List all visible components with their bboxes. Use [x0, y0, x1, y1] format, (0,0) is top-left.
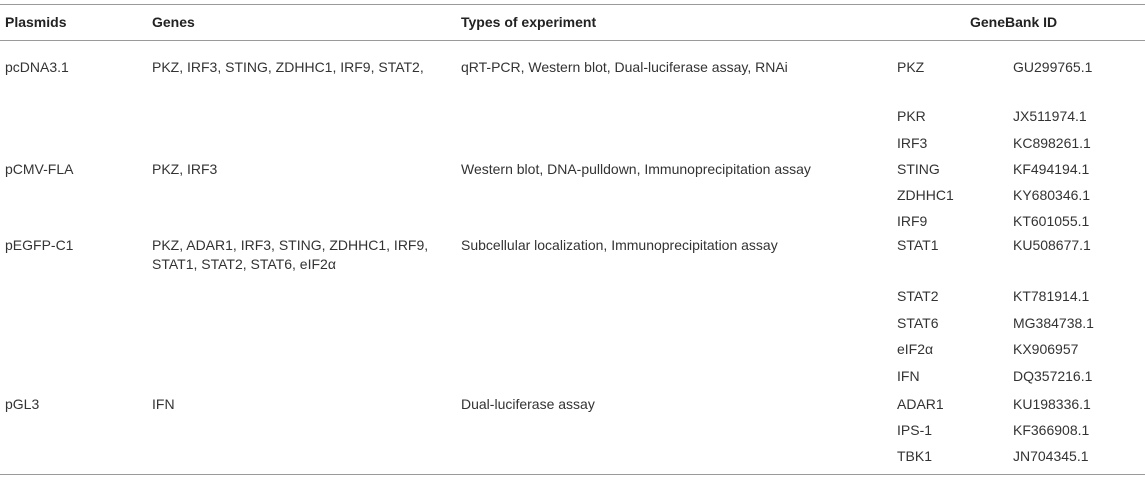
genebank-row: [880, 447, 1145, 471]
types-cell: Subcellular localization, Immunoprecipitation assay: [461, 237, 778, 253]
genebank-accession: KX906957: [1013, 341, 1079, 357]
genebank-gene: STAT2: [897, 288, 939, 304]
table-bottom-rule: [0, 474, 1145, 475]
genebank-gene: ADAR1: [897, 396, 944, 412]
genebank-gene: STAT6: [897, 315, 939, 331]
genebank-row: [880, 160, 1145, 184]
header-plasmids: Plasmids: [5, 14, 67, 30]
genebank-row: [880, 367, 1145, 391]
genebank-gene: PKZ: [897, 59, 925, 75]
genebank-accession: KF366908.1: [1013, 422, 1090, 438]
genebank-gene: IFN: [897, 368, 920, 384]
genes-cell: PKZ, IRF3: [152, 161, 218, 177]
genebank-accession: KU198336.1: [1013, 396, 1091, 412]
genebank-row: [880, 340, 1145, 364]
genes-cell: PKZ, IRF3, STING, ZDHHC1, IRF9, STAT2,: [152, 59, 424, 75]
genebank-gene: STAT1: [897, 237, 939, 253]
plasmid-cell: pGL3: [5, 396, 40, 412]
plasmid-cell: pCMV-FLA: [5, 161, 74, 177]
genebank-row: [880, 395, 1145, 419]
header-genes: Genes: [152, 14, 195, 30]
genes-cell: IFN: [152, 396, 175, 412]
genebank-row: [880, 236, 1145, 260]
genebank-row: [880, 287, 1145, 311]
types-cell: Western blot, DNA-pulldown, Immunoprecipitation assay: [461, 161, 811, 177]
genebank-gene: IPS-1: [897, 422, 933, 438]
table-header-row: [0, 4, 1145, 40]
genebank-row: [880, 421, 1145, 445]
genebank-gene: STING: [897, 161, 940, 177]
genes-cell: PKZ, ADAR1, IRF3, STING, ZDHHC1, IRF9, STAT1, STAT2, STAT6, eIF2α: [152, 237, 429, 272]
types-cell: qRT-PCR, Western blot, Dual-luciferase assay, RNAi: [461, 59, 788, 75]
plasmid-cell: pcDNA3.1: [5, 59, 69, 75]
genebank-gene: IRF3: [897, 135, 928, 151]
header-types-of-experiment: Types of experiment: [461, 14, 597, 30]
types-cell: Dual-luciferase assay: [461, 396, 595, 412]
genebank-accession: JX511974.1: [1013, 108, 1087, 124]
genebank-accession: MG384738.1: [1013, 315, 1094, 331]
genebank-accession: KT781914.1: [1013, 288, 1090, 304]
genebank-row: [880, 58, 1145, 82]
genebank-row: [880, 314, 1145, 338]
genebank-accession: KF494194.1: [1013, 161, 1090, 177]
genebank-row: [880, 186, 1145, 210]
genebank-row: [880, 134, 1145, 158]
genebank-accession: GU299765.1: [1013, 59, 1093, 75]
genebank-accession: KT601055.1: [1013, 213, 1090, 229]
genebank-gene: eIF2α: [897, 341, 934, 357]
genebank-gene: IRF9: [897, 213, 928, 229]
genebank-gene: ZDHHC1: [897, 187, 954, 203]
genebank-accession: KC898261.1: [1013, 135, 1091, 151]
table-header-rule: [0, 40, 1145, 41]
genebank-gene: TBK1: [897, 448, 933, 464]
genebank-accession: DQ357216.1: [1013, 368, 1093, 384]
genebank-accession: KY680346.1: [1013, 187, 1091, 203]
genebank-row: [880, 212, 1145, 236]
genebank-gene: PKR: [897, 108, 926, 124]
header-genebank-id: GeneBank ID: [970, 14, 1058, 30]
plasmid-cell: pEGFP-C1: [5, 237, 74, 253]
genebank-accession: KU508677.1: [1013, 237, 1091, 253]
genebank-row: [880, 107, 1145, 131]
genebank-accession: JN704345.1: [1013, 448, 1089, 464]
